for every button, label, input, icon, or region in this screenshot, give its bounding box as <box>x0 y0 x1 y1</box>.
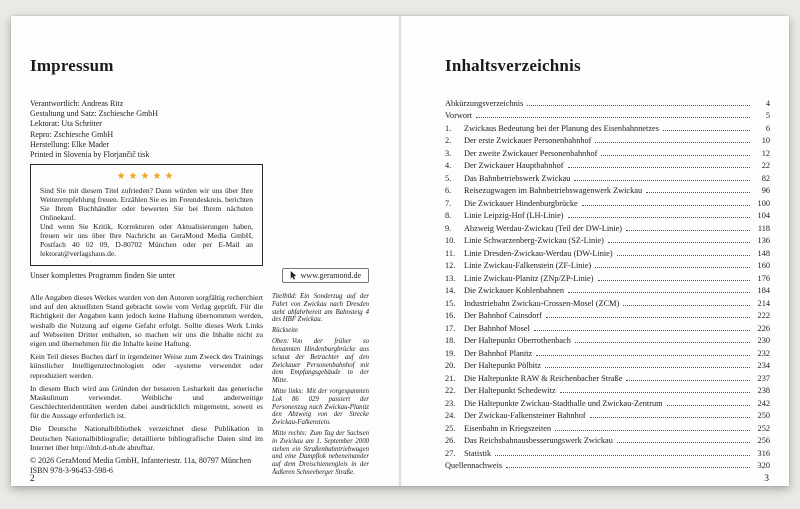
toc-entry-page: 256 <box>757 436 770 445</box>
isbn-line: ISBN 978-3-96453-598-6 <box>30 466 113 476</box>
toc-entry-number: 22. <box>445 386 456 395</box>
copyright-line: © 2026 GeraMond Media GmbH, Infanteriestr. 11a, 80797 München <box>30 456 252 465</box>
toc-leader-dots <box>598 280 751 281</box>
toc-entry-page: 316 <box>757 448 770 458</box>
toc-entry-page: 214 <box>757 298 770 308</box>
caption-lead: Rückseite <box>272 327 299 335</box>
toc-entry-title: Der zweite Zwickauer Personenbahnhof <box>464 148 598 158</box>
toc-leader-dots <box>568 292 750 293</box>
feedback-box <box>30 164 263 266</box>
toc-entry-page: 160 <box>757 261 770 270</box>
toc-leader-dots <box>545 367 750 368</box>
toc-leader-dots <box>555 430 750 431</box>
toc-entry-page: 184 <box>757 286 770 295</box>
toc-entry-page: 118 <box>757 223 770 233</box>
cursor-icon <box>290 271 297 280</box>
toc-leader-dots <box>626 380 750 381</box>
toc-entry-title: Reisezugwagen im Bahnbetriebswagenwerk Zwickau <box>464 186 643 195</box>
toc-entry-page: 148 <box>757 248 770 258</box>
program-row <box>30 268 369 283</box>
credit-line: Verantwortlich: Andreas Ritz <box>30 99 124 108</box>
toc-entry-number: 10. <box>445 236 456 245</box>
toc-entry-page: 242 <box>757 398 770 408</box>
impressum-page <box>11 16 400 486</box>
toc-entry-page: 252 <box>757 423 770 433</box>
credit-line: Gestaltung und Satz: Zschiesche GmbH <box>30 109 158 119</box>
toc-entry <box>445 270 770 283</box>
toc-entry-page: 238 <box>757 386 770 395</box>
toc-entry <box>445 408 770 421</box>
toc-leader-dots <box>560 392 750 393</box>
toc-leader-dots <box>574 180 750 181</box>
toc-entry-page: 96 <box>761 186 770 195</box>
toc-entry-number: 1. <box>445 123 452 133</box>
toc-entry <box>445 333 770 346</box>
toc-entry-title: Der Bahnhof Cainsdorf <box>464 311 542 320</box>
caption-text: Zum Tag der Sachsen in Zwickau am 1. September 2000 stehen ein Straßenbahntriebwagen und eine Dampflok nebeneinander auf dem Dreischienengleis in der Äußeren Schneeberger Straße. <box>272 430 369 477</box>
caption <box>272 327 369 335</box>
toc-entry <box>445 358 770 371</box>
program-note: Unser komplettes Programm finden Sie unter <box>30 271 176 280</box>
toc-entry <box>445 345 770 358</box>
page-number-left: 2 <box>30 474 35 484</box>
toc-leader-dots <box>575 342 750 343</box>
toc-entry-number: 13. <box>445 273 456 283</box>
toc-entry-title: Der Haltepunkt Schedewitz <box>464 386 556 395</box>
toc-entry-title: Zwickaus Bedeutung bei der Planung des Eisenbahnnetzes <box>464 123 659 133</box>
toc-entry-title: Der erste Zwickauer Personenbahnhof <box>464 136 592 145</box>
toc-entry-number: 18. <box>445 336 456 345</box>
toc-leader-dots <box>626 230 750 231</box>
toc-entry-title: Der Haltepunkt Oberrothenbach <box>464 336 571 345</box>
toc-leader-dots <box>546 317 750 318</box>
toc-entry-number: 11. <box>445 248 456 258</box>
impressum-title: Impressum <box>30 56 114 75</box>
toc-leader-dots <box>590 417 750 418</box>
toc-entry <box>445 183 770 196</box>
toc-entry-number: 5. <box>445 173 452 183</box>
toc-entry-page: 176 <box>757 273 770 283</box>
toc-entry-number: 2. <box>445 136 452 145</box>
toc-entry-page: 6 <box>765 123 770 133</box>
five-star-rating-icon: ★★★★★ <box>116 171 177 182</box>
toc-entry <box>445 458 770 471</box>
toc-entry-number: 15. <box>445 298 456 308</box>
toc-entry-title: Linie Dresden-Zwickau-Werdau (DW-Linie) <box>464 248 613 258</box>
toc-entry-title: Linie Zwickau-Falkenstein (ZF-Linie) <box>464 261 592 270</box>
toc-entry-page: 250 <box>757 411 770 420</box>
toc-entry <box>445 95 770 108</box>
toc-leader-dots <box>527 105 750 106</box>
toc-entry <box>445 108 770 121</box>
toc-entry-page: 100 <box>757 198 770 208</box>
toc-entry-number: 20. <box>445 361 456 370</box>
caption <box>272 338 369 385</box>
copyright-block <box>30 456 290 477</box>
toc-entry <box>445 170 770 183</box>
toc-entry-title: Vorwort <box>445 111 473 120</box>
caption-lead: Mitte rechts: <box>272 430 307 437</box>
toc-entry <box>445 320 770 333</box>
toc-entry-title: Der Zwickauer Hauptbahnhof <box>464 161 564 170</box>
toc-entry-title: Abkürzungsverzeichnis <box>445 98 524 108</box>
toc-entry <box>445 383 770 396</box>
toc-entry-number: 26. <box>445 436 456 445</box>
toc-entry-number: 14. <box>445 286 456 295</box>
credit-line: Lektorat: Uta Schröter <box>30 119 102 129</box>
toc-entry-title: Linie Zwickau-Planitz (ZNp/ZP-Linie) <box>464 273 594 283</box>
credit-line: Repro: Zschiesche GmbH <box>30 129 114 139</box>
toc-leader-dots <box>646 192 750 193</box>
toc-list <box>445 95 770 470</box>
toc-entry-page: 10 <box>761 136 770 145</box>
toc-entry-title: Der Zwickau-Falkensteiner Bahnhof <box>464 411 586 420</box>
toc-leader-dots <box>536 355 750 356</box>
toc-entry-title: Eisenbahn in Kriegszeiten <box>464 423 552 433</box>
toc-entry-title: Quellennachweis <box>445 461 503 470</box>
toc-leader-dots <box>623 305 750 306</box>
toc-entry-title: Abzweig Werdau-Zwickau (Teil der DW-Linie) <box>464 223 623 233</box>
toc-entry <box>445 245 770 258</box>
page-number-right: 3 <box>764 474 769 484</box>
caption-lead: Mitte links: <box>272 387 304 395</box>
toc-entry-page: 234 <box>757 361 770 370</box>
toc-leader-dots <box>663 130 750 131</box>
toc-entry <box>445 445 770 458</box>
toc-entry <box>445 258 770 271</box>
toc-entry-title: Der Bahnhof Planitz <box>464 348 533 358</box>
toc-leader-dots <box>506 467 750 468</box>
body-paragraph: In diesem Buch wird aus Gründen der besseren Lesbarkeit das generische Maskulinum verwendet. Weibliche und anderweitige Geschlechteridentitäten werden dabei ausdrücklich mitgemeint, soweit es für die Aussage erforderlich ist. <box>30 383 263 421</box>
toc-entry-number: 21. <box>445 373 456 383</box>
toc-leader-dots <box>534 330 750 331</box>
toc-entry-page: 237 <box>757 373 770 383</box>
toc-entry-number: 6. <box>445 186 452 195</box>
toc-entry <box>445 420 770 433</box>
toc-entry-title: Der Haltepunkt Pölbitz <box>464 361 541 370</box>
toc-leader-dots <box>582 205 750 206</box>
toc-entry-page: 22 <box>761 161 770 170</box>
toc-entry <box>445 370 770 383</box>
feedback-paragraph: Sind Sie mit diesem Titel zufrieden? Dann würden wir uns über Ihre Weiterempfehlung freuen. Erzählen Sie es im Freundeskreis, berichten Sie Ihrem Buchhändler oder bewerten Sie bei Ihrem nächsten Onlinekauf. <box>40 186 253 222</box>
toc-entry-page: 104 <box>757 211 770 220</box>
toc-entry-number: 8. <box>445 211 452 220</box>
website-url: www.geramond.de <box>300 271 361 280</box>
caption-lead: Oben: <box>272 338 289 346</box>
toc-leader-dots <box>608 242 750 243</box>
toc-entry-number: 9. <box>445 223 452 233</box>
toc-entry-title: Die Haltepunkte Zwickau-Stadthalle und Zwickau-Zentrum <box>464 398 663 408</box>
toc-entry <box>445 145 770 158</box>
toc-entry <box>445 395 770 408</box>
toc-entry-title: Statistik <box>464 448 492 458</box>
toc-entry-title: Die Zwickauer Hindenburgbrücke <box>464 198 578 208</box>
toc-entry <box>445 433 770 446</box>
toc-entry <box>445 295 770 308</box>
toc-entry-title: Linie Schwarzenberg-Zwickau (SZ-Linie) <box>464 236 604 245</box>
toc-entry <box>445 120 770 133</box>
toc-leader-dots <box>595 267 750 268</box>
toc-entry <box>445 283 770 296</box>
toc-leader-dots <box>601 155 750 156</box>
toc-entry-number: 4. <box>445 161 452 170</box>
toc-leader-dots <box>617 442 750 443</box>
toc-entry <box>445 233 770 246</box>
toc-entry-number: 25. <box>445 423 456 433</box>
cover-captions-column <box>272 293 369 480</box>
caption-text: Von der früher so benannten Hindenburgbrücke aus schaut der Betrachter auf den Zwickauer Personenbahnhof mit dem Empfangsgebäude in der Mitte. <box>272 338 369 385</box>
book-spread <box>11 16 789 486</box>
toc-entry <box>445 208 770 221</box>
toc-entry-page: 12 <box>761 148 770 158</box>
toc-leader-dots <box>495 455 750 456</box>
toc-entry-title: Industriebahn Zwickau-Crossen-Mosel (ZCM) <box>464 298 620 308</box>
toc-entry <box>445 220 770 233</box>
toc-entry-page: 4 <box>765 98 770 108</box>
toc-entry <box>445 158 770 171</box>
toc-entry-page: 136 <box>757 236 770 245</box>
toc-leader-dots <box>568 217 750 218</box>
toc-entry-page: 226 <box>757 323 770 333</box>
toc-entry <box>445 133 770 146</box>
body-paragraph: Alle Angaben dieses Werkes wurden von den Autoren sorgfältig recherchiert und auf den aktuellsten Stand gebracht sowie vom Verlag geprüft. Für die Richtigkeit der Angaben kann jedoch keine Haftung übernommen werden, weshalb die Nutzung auf eigene Gefahr erfolgt. Sollte dieses Werk Links auf Webseiten Dritter enthalten, so machen wir uns die Inhalte nicht zu eigen und übernehmen für die Inhalte keine Haftung. <box>30 293 263 348</box>
toc-entry-page: 232 <box>757 348 770 358</box>
feedback-text <box>40 186 253 258</box>
website-link[interactable] <box>282 268 369 283</box>
caption-text: Mit der vorgespannten Lok 86 029 passiert der Personenzug nach Zwickau-Planitz den Abzweig von der Strecke Zwickau-Falkenstein. <box>272 387 369 427</box>
toc-leader-dots <box>476 117 750 118</box>
toc-leader-dots <box>667 405 750 406</box>
caption-lead: Titelbild: <box>272 293 297 300</box>
toc-entry-number: 7. <box>445 198 452 208</box>
toc-entry-title: Linie Leipzig-Hof (LH-Linie) <box>464 211 564 220</box>
credit-line: Printed in Slovenia by Florjančič tisk <box>30 150 150 160</box>
toc-entry-page: 222 <box>757 311 770 320</box>
toc-entry-number: 3. <box>445 148 452 158</box>
toc-entry-number: 12. <box>445 261 456 270</box>
toc-entry-page: 230 <box>757 336 770 345</box>
credit-line: Herstellung: Elke Mader <box>30 139 110 149</box>
toc-entry-title: Das Bahnbetriebswerk Zwickau <box>464 173 571 183</box>
toc-entry-title: Die Haltepunkte RAW & Reichenbacher Straße <box>464 373 623 383</box>
credits-block <box>30 99 158 160</box>
toc-entry-number: 27. <box>445 448 456 458</box>
caption <box>272 293 369 324</box>
toc-leader-dots <box>568 167 750 168</box>
toc-leader-dots <box>617 255 750 256</box>
toc-entry-page: 5 <box>765 111 770 120</box>
toc-title: Inhaltsverzeichnis <box>445 56 581 75</box>
feedback-paragraph: Und wenn Sie Kritik, Korrekturen oder Aktualisierungen haben, freuen wir uns über Ihre Nachricht an GeraMond Media GmbH, Postfach 40 02 09, D-80702 München oder per E-Mail an lektorat@verlagshaus.de. <box>40 222 253 258</box>
toc-page <box>400 16 789 486</box>
toc-entry <box>445 195 770 208</box>
toc-entry-number: 16. <box>445 311 456 320</box>
legal-paragraphs <box>30 293 263 456</box>
body-paragraph: Die Deutsche Nationalbibliothek verzeichnet diese Publikation in Deutschen Nationalbibliografie; detaillierte bibliografische Daten sind im Internet über http://dnb.d-nb.de abrufbar. <box>30 424 263 452</box>
toc-entry-number: 17. <box>445 323 456 333</box>
body-paragraph: Kein Teil dieses Buches darf in irgendeiner Weise zum Zweck des Trainings künstlicher Intelligenztechnologien oder -systeme verwendet oder reproduziert werden. <box>30 352 263 380</box>
toc-entry-title: Der Bahnhof Mosel <box>464 323 530 333</box>
toc-entry-number: 19. <box>445 348 456 358</box>
toc-entry-title: Die Zwickauer Kohlenbahnen <box>464 286 564 295</box>
toc-entry <box>445 308 770 321</box>
caption-text: Ein Sonderzug auf der Fahrt von Zwickau nach Dresden steht abfahrbereit am Bahnsteig 4 des HBF Zwickau. <box>272 293 369 324</box>
toc-entry-title: Das Reichsbahnausbesserungswerk Zwickau <box>464 436 613 445</box>
toc-entry-page: 82 <box>761 173 770 183</box>
caption <box>272 388 369 427</box>
toc-entry-number: 24. <box>445 411 456 420</box>
toc-entry-number: 23. <box>445 398 456 408</box>
toc-entry-page: 320 <box>757 461 770 470</box>
toc-leader-dots <box>595 142 750 143</box>
